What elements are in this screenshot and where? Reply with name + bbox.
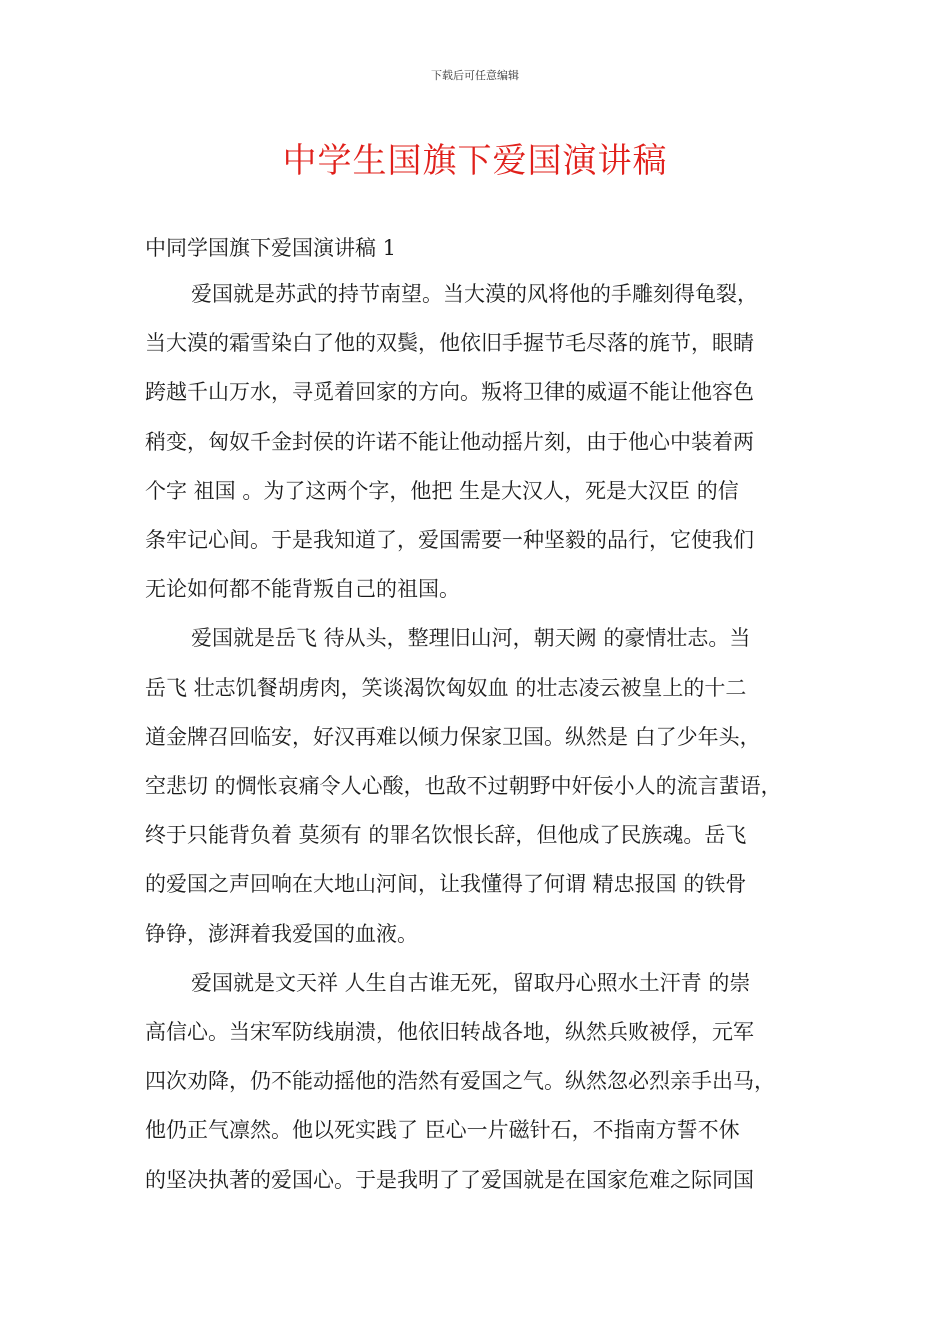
text-line: 道金牌召回临安，好汉再难以倾力保家卫国。纵然是 白了少年头，	[145, 725, 761, 749]
text-line: 稍变，匈奴千金封侯的许诺不能让他动摇片刻，由于他心中装着两	[145, 430, 754, 454]
text-line: 爱国就是苏武的持节南望。当大漠的风将他的手雕刻得龟裂，	[191, 282, 758, 306]
text-line: 条牢记心间。于是我知道了，爱国需要一种坚毅的品行，它使我们	[145, 528, 754, 552]
section-heading: 中同学国旗下爱国演讲稿 1	[145, 236, 397, 260]
text-line: 无论如何都不能背叛自己的祖国。	[145, 577, 460, 601]
text-line: 个字 祖国 。为了这两个字，他把 生是大汉人，死是大汉臣 的信	[145, 479, 739, 503]
text-line: 当大漠的霜雪染白了他的双鬓，他依旧手握节毛尽落的旄节，眼睛	[145, 331, 754, 355]
text-line: 铮铮，澎湃着我爱国的血液。	[145, 922, 418, 946]
text-line: 的爱国之声回响在大地山河间，让我懂得了何谓 精忠报国 的铁骨	[145, 872, 747, 896]
text-line: 跨越千山万水，寻觅着回家的方向。叛将卫律的威逼不能让他容色	[145, 380, 754, 404]
text-line: 岳飞 壮志饥餐胡虏肉，笑谈渴饮匈奴血 的壮志凌云被皇上的十二	[145, 676, 747, 700]
document-title: 中学生国旗下爱国演讲稿	[282, 141, 668, 181]
text-line: 爱国就是岳飞 待从头，整理旧山河，朝天阙 的豪情壮志。当	[191, 626, 751, 650]
text-line: 他仍正气凛然。他以死实践了 臣心一片磁针石，不指南方誓不休	[145, 1118, 740, 1142]
text-line: 终于只能背负着 莫须有 的罪名饮恨长辞，但他成了民族魂。岳飞	[145, 823, 747, 847]
header-note: 下载后可任意编辑	[431, 69, 519, 82]
text-line: 四次劝降，仍不能动摇他的浩然有爱国之气。纵然忽必烈亲手出马，	[145, 1069, 775, 1093]
text-line: 爱国就是文天祥 人生自古谁无死，留取丹心照水土汗青 的崇	[191, 971, 751, 995]
text-line: 空悲切 的惆怅哀痛令人心酸，也敌不过朝野中奸佞小人的流言蜚语，	[145, 774, 782, 798]
text-line: 高信心。当宋军防线崩溃，他依旧转战各地，纵然兵败被俘，元军	[145, 1020, 754, 1044]
text-line: 的坚决执著的爱国心。于是我明了了爱国就是在国家危难之际同国	[145, 1168, 754, 1192]
